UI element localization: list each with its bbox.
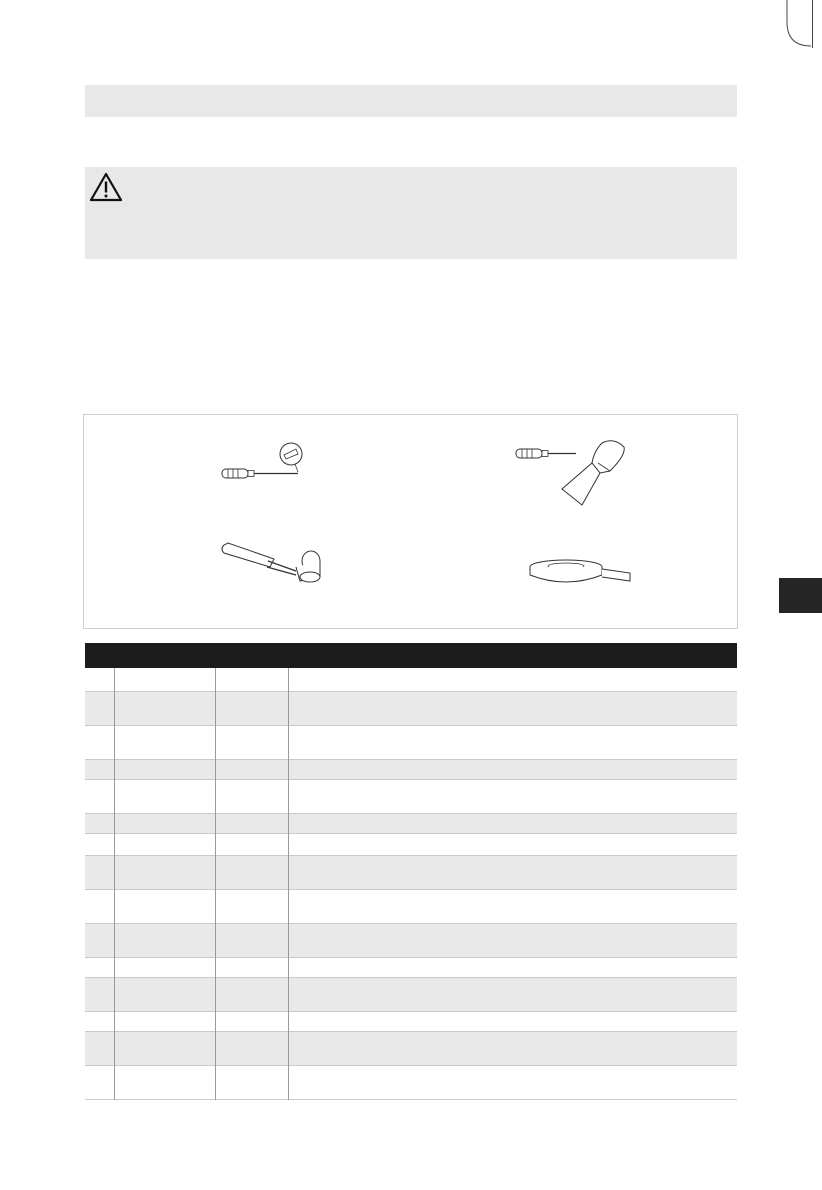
warning-triangle-icon	[89, 172, 123, 202]
section-heading-bar	[85, 85, 737, 117]
table-row	[85, 978, 737, 1012]
column-divider	[114, 668, 115, 1100]
column-divider	[288, 668, 289, 1100]
table-row	[85, 890, 737, 924]
table-row	[85, 924, 737, 958]
table-row	[85, 1066, 737, 1100]
table-row	[85, 692, 737, 726]
column-divider	[215, 668, 216, 1100]
table-row	[85, 668, 737, 692]
table-header	[85, 643, 737, 668]
table-row	[85, 760, 737, 780]
crop-mark	[786, 0, 813, 48]
chapter-side-tab	[779, 578, 822, 613]
table-row	[85, 1032, 737, 1066]
warning-box	[85, 167, 737, 259]
table-row	[85, 958, 737, 978]
screwdriver-icon	[214, 435, 314, 485]
table-row	[85, 814, 737, 834]
table-row	[85, 856, 737, 890]
mallet-icon	[214, 537, 334, 585]
table-row	[85, 780, 737, 814]
flathead-screwdriver-icon	[514, 437, 634, 512]
tape-roll-icon	[524, 555, 634, 585]
table-row	[85, 726, 737, 760]
table-row	[85, 834, 737, 856]
tools-illustration-box	[83, 414, 738, 629]
table-row	[85, 1012, 737, 1032]
